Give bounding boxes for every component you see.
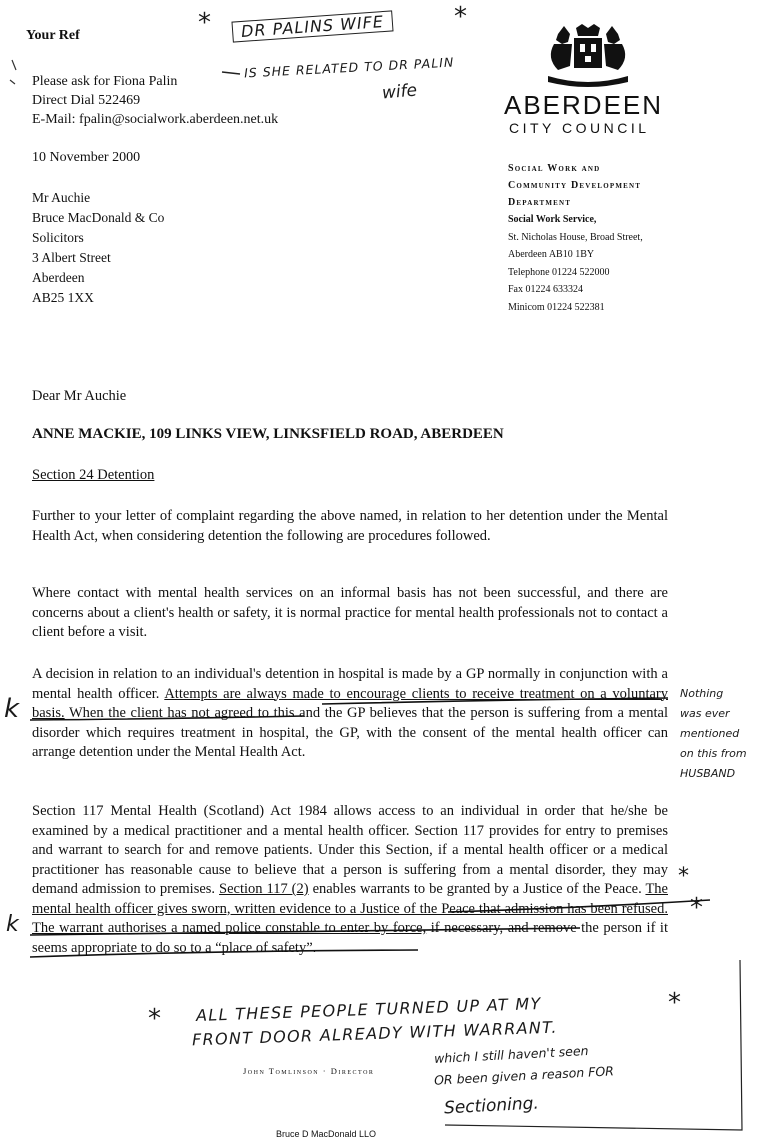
- paragraph-1: Further to your letter of complaint regarding the above named, in relation to her detention under the Mental Health Act, when considering detention the following are procedures followed.: [32, 508, 668, 544]
- bottom-handwritten-line: FRONT DOOR ALREADY WITH WARRANT.: [191, 1017, 559, 1050]
- bottom-handwritten-line: which I still haven't seen: [433, 1042, 589, 1067]
- margin-note-line: mentioned: [680, 727, 740, 740]
- footer-stamp: Bruce D MacDonald LLO: [276, 1129, 377, 1139]
- dept-line: Community Development: [508, 180, 642, 191]
- paragraph-2: Where contact with mental health services on an informal basis has not been successful, and there are concerns about a client's health or safety, it is normal practice for mental health professionals not to contact a client before a visit.: [32, 585, 668, 640]
- annotation-dr-palins-wife: DR PALINS WIFE: [231, 10, 393, 42]
- letter-subject: ANNE MACKIE, 109 LINKS VIEW, LINKSFIELD ROAD, ABERDEEN: [32, 426, 504, 442]
- margin-note: [680, 684, 747, 784]
- star-annotation-right: *: [454, 2, 467, 32]
- p4-text: if necessary, and remove the person if it seems appropriate to do so to a “place of safety”.: [32, 920, 668, 956]
- council-name: ABERDEEN: [504, 90, 664, 120]
- bottom-handwritten-line: ALL THESE PEOPLE TURNED UP AT MY: [195, 993, 542, 1026]
- p4-underlined-text: The mental health officer gives sworn, written evidence to a Justice of the Peace that admission has been refused.: [32, 881, 668, 917]
- p4-section-ref: Section 117 (2): [219, 881, 309, 897]
- p3-text: When the client has not agreed to this and the GP believes that the person is suffering from a mental disorder which requires treatment in hospital, the GP, with the consent of the mental health officer can arrange detention under the Mental Health Act.: [32, 705, 668, 760]
- salutation: Dear Mr Auchie: [32, 388, 127, 404]
- director-line: John Tomlinson · Director: [243, 1066, 375, 1076]
- star-annotation-117: *: [678, 864, 689, 889]
- direct-dial-line: Direct Dial 522469: [32, 93, 141, 108]
- council-phone-line: Telephone 01224 522000: [508, 266, 610, 278]
- p4-text: Section 117 Mental Health (Scotland) Act 1984 allows access to an individual in order that he/she be examined by a medical practitioner and a mental health officer. Section 117 provides for entry to premises and warrant to search for and remove patients. Under this Section, if a mental health officer or a medical practitioner has reasonable cause to believe that a person is suffering from a mental disorder, they may demand admission to premises.: [32, 803, 668, 897]
- p4-underlined-text: The warrant authorises a named police constable to enter by force,: [32, 920, 427, 936]
- annotation-wife: wife: [381, 80, 418, 104]
- council-subname: CITY COUNCIL: [509, 120, 650, 136]
- letter-date: 10 November 2000: [32, 150, 141, 165]
- star-annotation-officer: *: [690, 893, 703, 923]
- recipient-line: Bruce MacDonald & Co: [32, 210, 165, 225]
- star-annotation-bottom-left: *: [148, 1004, 161, 1034]
- council-address-line: Aberdeen AB10 1BY: [508, 249, 595, 260]
- your-ref-label: Your Ref: [26, 28, 80, 43]
- margin-k-mark: k: [4, 694, 20, 724]
- recipient-line: 3 Albert Street: [32, 250, 111, 265]
- margin-k-mark: k: [6, 912, 19, 937]
- annotation-related: IS SHE RELATED TO DR PALIN: [243, 54, 455, 81]
- email-line: E-Mail: fpalin@socialwork.aberdeen.net.uk: [32, 112, 279, 127]
- recipient-line: Aberdeen: [32, 270, 85, 285]
- section-heading: Section 24 Detention: [32, 467, 155, 483]
- margin-note-line: was ever: [680, 707, 730, 720]
- dept-line: Department: [508, 197, 572, 208]
- recipient-line: Solicitors: [32, 230, 84, 245]
- star-annotation-bottom-right: *: [668, 988, 681, 1018]
- bottom-handwritten-line: OR been given a reason FOR: [433, 1063, 615, 1088]
- p4-text: enables warrants to be granted by a Justice of the Peace.: [312, 881, 642, 897]
- recipient-line: AB25 1XX: [32, 290, 94, 305]
- margin-note-line: Nothing: [680, 687, 724, 700]
- p3-text: A decision in relation to an individual's detention in hospital is made by a GP normally in conjunction with a mental health officer.: [32, 666, 668, 702]
- council-minicom-line: Minicom 01224 522381: [508, 301, 605, 313]
- council-fax-line: Fax 01224 633324: [508, 284, 583, 295]
- margin-note-line: HUSBAND: [680, 767, 736, 780]
- p3-underlined-text: Attempts are always made to encourage clients to receive treatment on a voluntary basis.: [32, 685, 668, 721]
- margin-note-line: on this from: [680, 747, 747, 760]
- dept-line: Social Work and: [508, 163, 601, 174]
- council-address-line: St. Nicholas House, Broad Street,: [508, 231, 643, 243]
- service-line: Social Work Service,: [508, 214, 597, 225]
- recipient-line: Mr Auchie: [32, 190, 91, 205]
- bottom-handwritten-line: Sectioning.: [443, 1093, 540, 1119]
- star-annotation-left: *: [198, 8, 211, 38]
- ask-for-line: Please ask for Fiona Palin: [32, 74, 178, 89]
